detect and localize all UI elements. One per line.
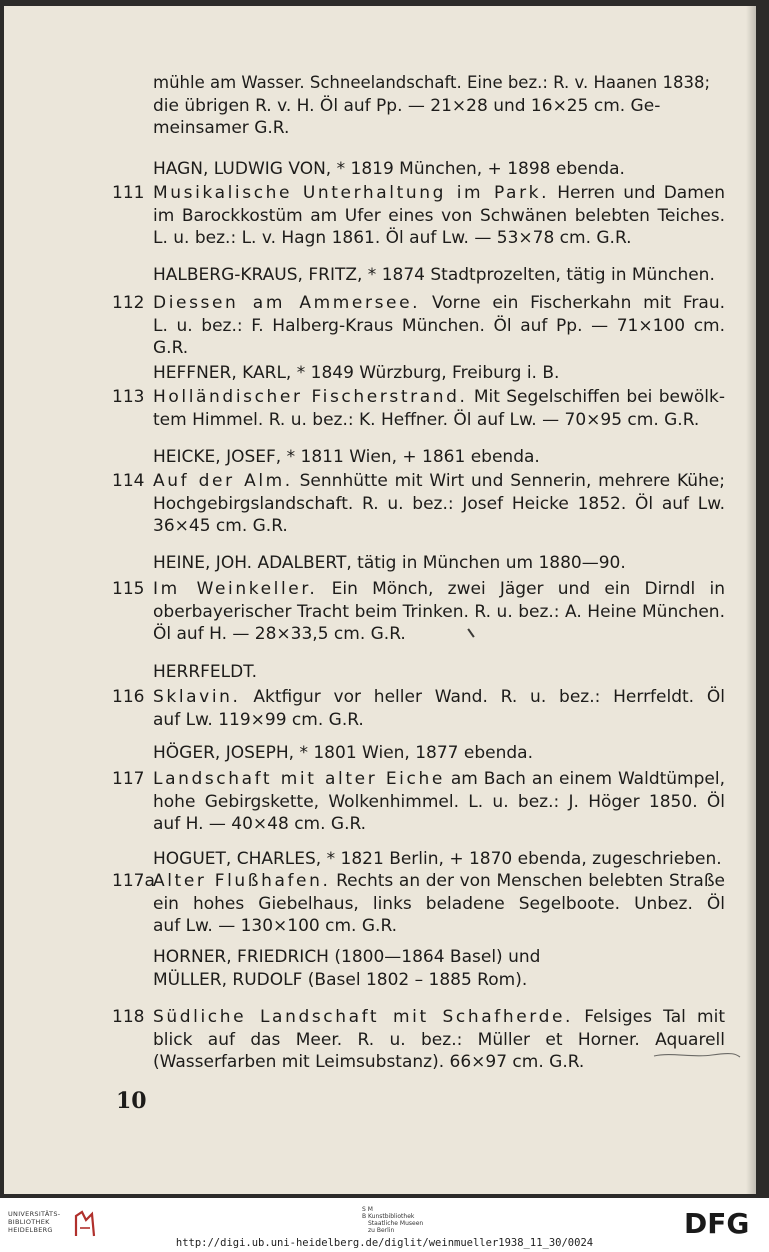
- university-name: [8, 1210, 70, 1234]
- page-number: 10: [116, 1088, 147, 1114]
- catalog-number: 113: [112, 387, 145, 407]
- entry-line: [153, 493, 725, 515]
- entry-line: [153, 601, 725, 623]
- entry-text: auf Lw. 119×99 cm. G.R.: [153, 709, 364, 730]
- entry-line: [153, 1029, 725, 1051]
- artist-heading: [153, 72, 725, 94]
- catalog-number: 116: [112, 687, 145, 707]
- entry-line: [153, 205, 725, 227]
- source-url[interactable]: http://digi.ub.uni-heidelberg.de/diglit/weinmueller1938_11_30/0024: [175, 1237, 594, 1249]
- artist-heading: [153, 117, 725, 139]
- entry-text: 36×45 cm. G.R.: [153, 516, 288, 537]
- catalog-number: 118: [112, 1007, 145, 1027]
- entry-line: [153, 1006, 725, 1028]
- entry-text: HEINE, JOH. ADALBERT, tätig in München um 1880—90.: [153, 553, 626, 573]
- entry-text: Herren und Damen: [549, 183, 725, 203]
- entry-text: L. u. bez.: F. Halberg-Kraus München. Öl auf Pp. — 71×100 cm.: [153, 315, 725, 336]
- university-line: UNIVERSITÄTS-: [8, 1210, 61, 1218]
- entry-line: [153, 470, 725, 492]
- entry-text: Felsiges Tal mit: [584, 1007, 725, 1027]
- entry-line: [153, 515, 725, 537]
- entry-text: Rechts an der von Menschen belebten Straße: [330, 871, 725, 891]
- entry-text: Vorne ein Fischerkahn mit Frau.: [420, 293, 725, 313]
- artwork-title: Musikalische Unterhaltung im Park.: [153, 183, 550, 203]
- artwork-title: Südliche Landschaft mit Schafherde.: [153, 1007, 574, 1027]
- entry-line: [153, 768, 725, 790]
- entry-line: [153, 227, 725, 249]
- artwork-title: Holländischer Fischerstrand.: [153, 387, 468, 407]
- partner-line: Staatliche Museen: [368, 1220, 424, 1227]
- entry-text: G.R.: [153, 338, 189, 359]
- catalog-number: 111: [112, 183, 145, 203]
- entry-text: HEICKE, JOSEF, * 1811 Wien, + 1861 ebenda.: [153, 447, 540, 467]
- entry-line: [153, 709, 725, 731]
- pencil-underline: [652, 1048, 742, 1064]
- university-line: HEIDELBERG: [8, 1226, 53, 1234]
- artwork-title: Im Weinkeller.: [153, 579, 318, 599]
- entry-text: ein hohes Giebelhaus, links beladene Segelboote. Unbez. Öl: [153, 893, 725, 914]
- entry-line: [153, 292, 725, 314]
- artwork-title: Sklavin.: [153, 687, 241, 707]
- entry-text: Ein Mönch, zwei Jäger und ein Dirndl in: [317, 579, 725, 599]
- artist-heading: [153, 552, 725, 574]
- entry-text: die übrigen R. v. H. Öl auf Pp. — 21×28 und 16×25 cm. Ge-: [153, 95, 661, 116]
- artist-heading: [153, 969, 725, 991]
- entry-line: [153, 791, 725, 813]
- entry-text: hohe Gebirgskette, Wolkenhimmel. L. u. bez.: J. Höger 1850. Öl: [153, 791, 725, 812]
- entry-line: [153, 182, 725, 204]
- artist-heading: [153, 742, 725, 764]
- entry-text: auf H. — 40×48 cm. G.R.: [153, 814, 367, 835]
- entry-text: HEFFNER, KARL, * 1849 Würzburg, Freiburg i. B.: [153, 363, 560, 383]
- artist-heading: [153, 158, 725, 180]
- entry-text: HAGN, LUDWIG VON, * 1819 München, + 1898 ebenda.: [153, 159, 625, 179]
- catalog-number: 115: [112, 579, 145, 599]
- artwork-title: Auf der Alm.: [153, 471, 293, 491]
- university-library-logo[interactable]: [8, 1204, 98, 1240]
- entry-line: [153, 686, 725, 708]
- artist-heading: [153, 446, 725, 468]
- entry-text: Mit Segelschiffen bei bewölk-: [467, 387, 725, 407]
- artist-heading: [153, 264, 725, 286]
- artist-heading: [153, 946, 725, 968]
- entry-text: am Bach an einem Waldtümpel,: [444, 769, 725, 789]
- entry-line: [153, 315, 725, 337]
- partner-line: S M: [362, 1206, 373, 1213]
- catalog-number: 117: [112, 769, 145, 789]
- entry-text: HERRFELDT.: [153, 662, 258, 682]
- entry-text: (Wasserfarben mit Leimsubstanz). 66×97 cm. G.R.: [153, 1052, 585, 1073]
- artist-heading: [153, 95, 725, 117]
- artist-heading: [153, 661, 725, 683]
- artwork-title: Alter Flußhafen.: [153, 871, 331, 891]
- entry-line: [153, 915, 725, 937]
- entry-line: [153, 386, 725, 408]
- dfg-logo-text: DFG: [684, 1208, 750, 1238]
- entry-text: meinsamer G.R.: [153, 118, 290, 139]
- entry-text: Öl auf H. — 28×33,5 cm. G.R.: [153, 624, 406, 645]
- entry-line: [153, 409, 725, 431]
- entry-text: blick auf das Meer. R. u. bez.: Müller et Horner. Aquarell: [153, 1029, 725, 1050]
- entry-line: [153, 813, 725, 835]
- partner-line: B Kunstbibliothek: [362, 1213, 415, 1220]
- university-line: BIBLIOTHEK: [8, 1218, 50, 1226]
- kunstbibliothek-logo: [362, 1206, 442, 1234]
- partner-line: zu Berlin: [368, 1227, 395, 1234]
- catalog-number: 114: [112, 471, 145, 491]
- entry-text: L. u. bez.: L. v. Hagn 1861. Öl auf Lw. — 53×78 cm. G.R.: [153, 228, 632, 249]
- entry-text: Hochgebirgslandschaft. R. u. bez.: Josef Heicke 1852. Öl auf Lw.: [153, 493, 725, 514]
- entry-text: tem Himmel. R. u. bez.: K. Heffner. Öl auf Lw. — 70×95 cm. G.R.: [153, 409, 700, 430]
- entry-text: MÜLLER, RUDOLF (Basel 1802 – 1885 Rom).: [153, 969, 528, 990]
- entry-text: Sennhütte mit Wirt und Sennerin, mehrere Kühe;: [292, 471, 725, 491]
- entry-text: HALBERG-KRAUS, FRITZ, * 1874 Stadtprozelten, tätig in München.: [153, 265, 715, 285]
- entry-text: HORNER, FRIEDRICH (1800—1864 Basel) und: [153, 947, 541, 967]
- entry-text: Aktfigur vor heller Wand. R. u. bez.: Herrfeldt. Öl: [240, 687, 725, 707]
- catalog-number: 117a: [112, 871, 155, 891]
- entry-text: HOGUET, CHARLES, * 1821 Berlin, + 1870 ebenda, zugeschrieben.: [153, 849, 722, 869]
- artwork-title: Diessen am Ammersee.: [153, 293, 421, 313]
- entry-line: [153, 623, 725, 645]
- entry-text: im Barockkostüm am Ufer eines von Schwänen belebten Teiches.: [153, 205, 725, 226]
- entry-line: [153, 1051, 725, 1073]
- artist-heading: [153, 362, 725, 384]
- university-emblem-icon: [72, 1210, 98, 1238]
- artwork-title: Landschaft mit alter Eiche: [153, 769, 445, 789]
- entry-line: [153, 578, 725, 600]
- entry-text: mühle am Wasser. Schneelandschaft. Eine bez.: R. v. Haanen 1838;: [153, 73, 711, 92]
- catalog-number: 112: [112, 293, 145, 313]
- entry-line: [153, 870, 725, 892]
- entry-text: oberbayerischer Tracht beim Trinken. R. u. bez.: A. Heine München.: [153, 601, 725, 622]
- entry-text: HÖGER, JOSEPH, * 1801 Wien, 1877 ebenda.: [153, 743, 534, 763]
- entry-text: auf Lw. — 130×100 cm. G.R.: [153, 916, 398, 937]
- entry-line: [153, 337, 725, 359]
- catalog-text: [4, 6, 756, 1194]
- entry-line: [153, 893, 725, 915]
- book-page: [4, 6, 756, 1194]
- artist-heading: [153, 848, 725, 870]
- dfg-logo[interactable]: [684, 1208, 760, 1238]
- digitization-footer: [0, 1198, 769, 1252]
